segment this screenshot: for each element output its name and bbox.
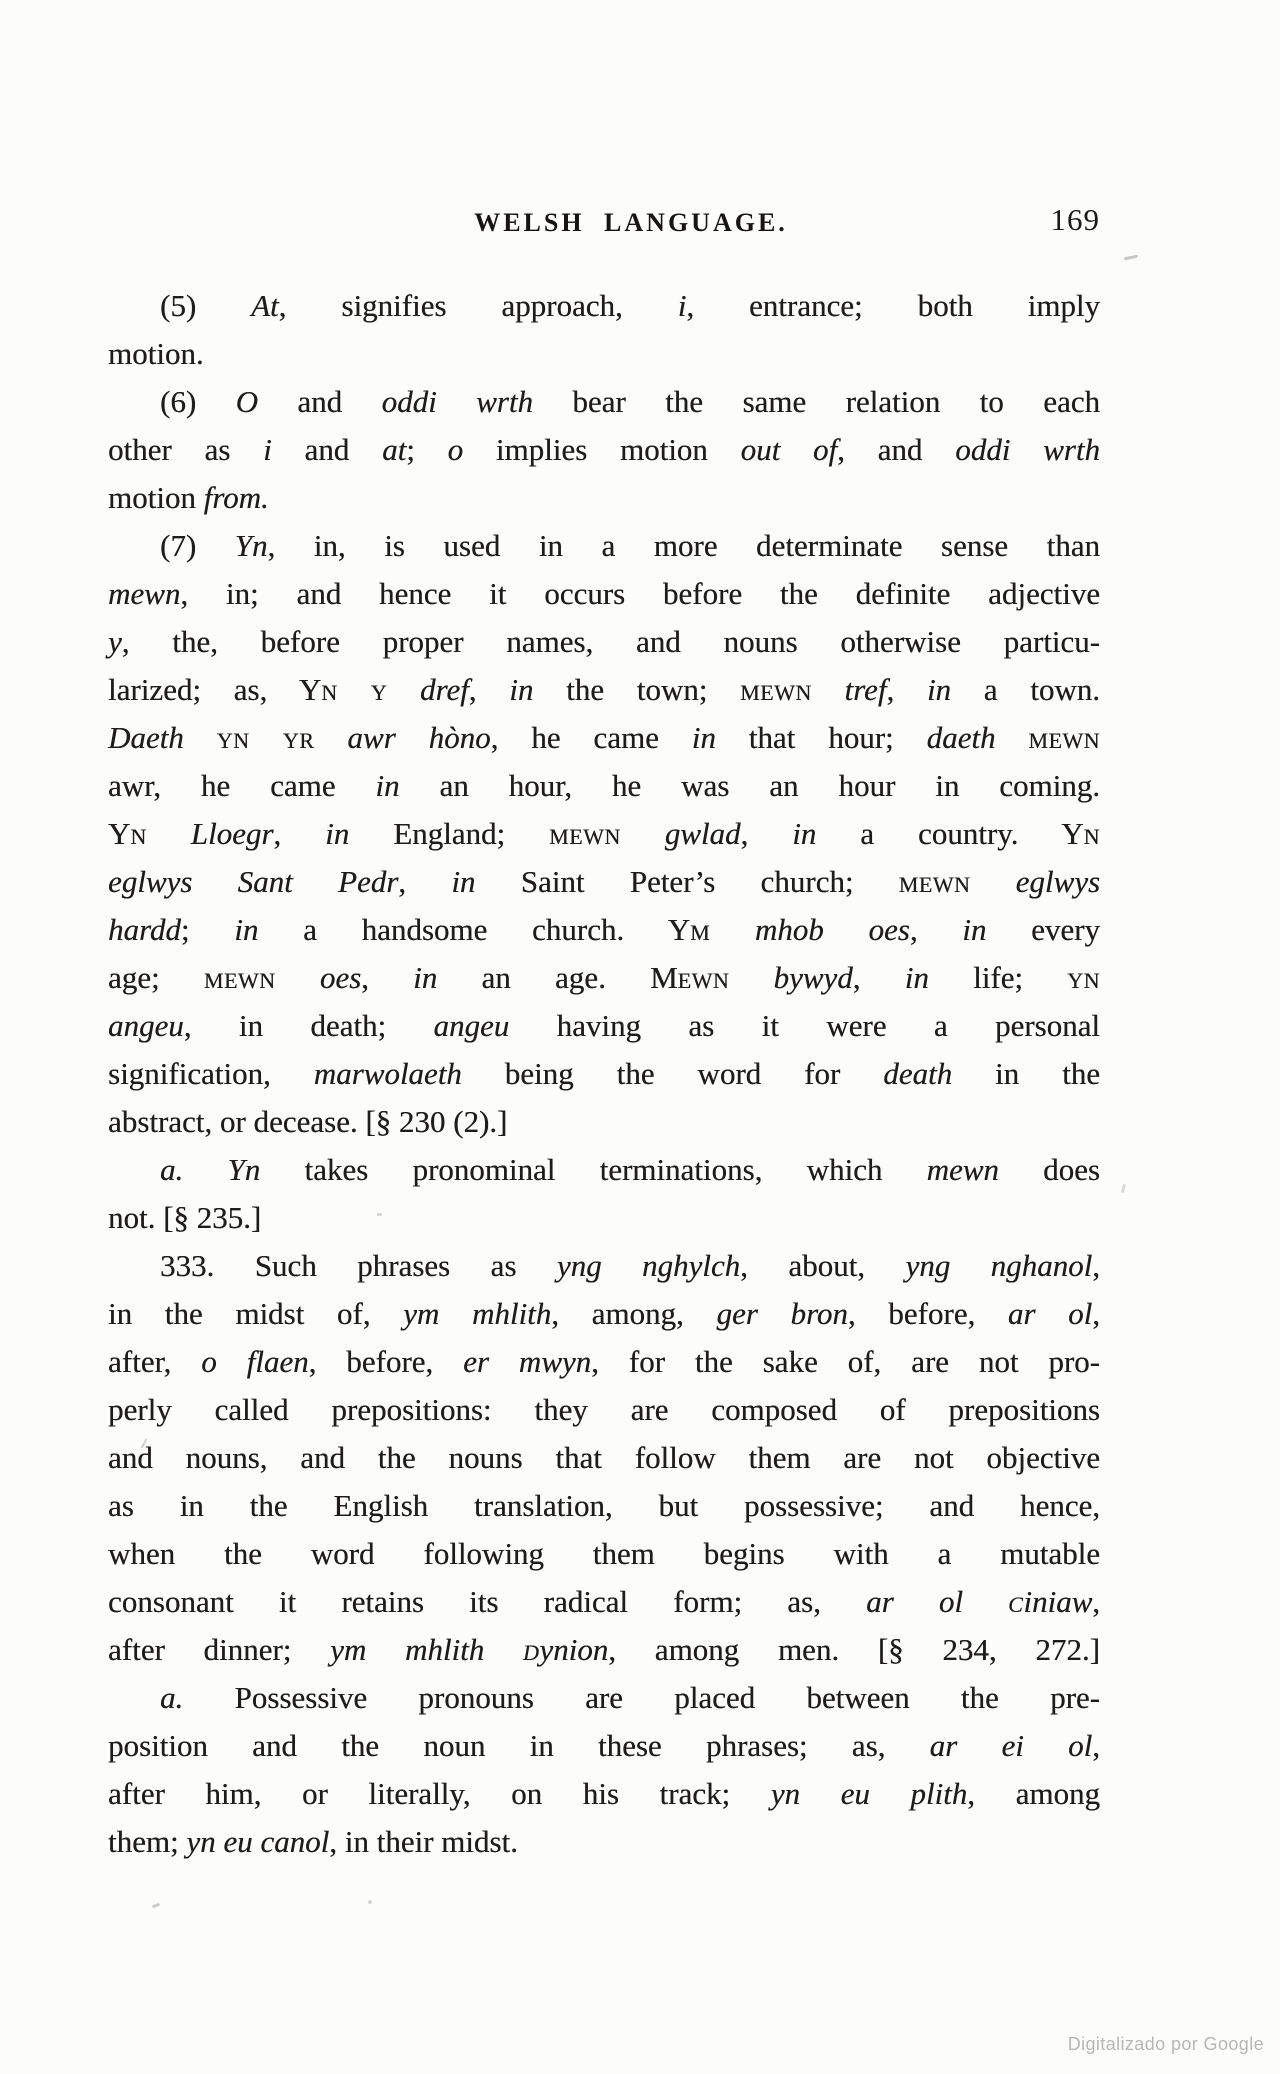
running-header (108, 202, 1100, 238)
text-line: after dinner; ym mhlith dynion, among men. [§ 234, 272.] (108, 1632, 1101, 1667)
text-line: in the midst of, ym mhlith, among, ger bron, before, ar ol, (108, 1296, 1100, 1331)
text-line: as in the English translation, but possessive; and hence, (108, 1488, 1100, 1523)
text-line: not. [§ 235.] (108, 1200, 262, 1235)
scan-speck (1124, 255, 1138, 261)
text-line: motion from. (108, 480, 269, 515)
text-line: hardd; in a handsome church. Ym mhob oes, in every (108, 912, 1100, 947)
text-line: Yn Lloegr, in England; mewn gwlad, in a country. Yn (108, 816, 1100, 851)
text-line: signification, marwolaeth being the word for death in the (108, 1056, 1100, 1091)
text-line: (5) At, signifies approach, i, entrance; both imply (160, 288, 1100, 323)
text-line: after, o flaen, before, er mwyn, for the sake of, are not pro- (108, 1344, 1100, 1379)
text-line: position and the noun in these phrases; as, ar ei ol, (108, 1728, 1100, 1763)
text-line: (7) Yn, in, is used in a more determinate sense than (160, 528, 1100, 563)
text-block (108, 282, 1100, 1866)
text-line: a. Possessive pronouns are placed between the pre- (160, 1680, 1100, 1715)
text-line: (6) O and oddi wrth bear the same relation to each (160, 384, 1100, 419)
scan-speck (368, 1900, 372, 1904)
text-line: and nouns, and the nouns that follow them are not objective (108, 1440, 1100, 1475)
text-line: when the word following them begins with a mutable (108, 1536, 1100, 1571)
text-line: age; mewn oes, in an age. Mewn bywyd, in life; yn (108, 960, 1101, 995)
text-line: other as i and at; o implies motion out of, and oddi wrth (108, 432, 1100, 467)
text-line: after him, or literally, on his track; yn eu plith, among (108, 1776, 1101, 1811)
text-line: abstract, or decease. [§ 230 (2).] (108, 1104, 508, 1139)
text-line: awr, he came in an hour, he was an hour in coming. (108, 768, 1100, 803)
text-line: consonant it retains its radical form; as, ar ol ciniaw, (108, 1584, 1100, 1619)
text-line: them; yn eu canol, in their midst. (108, 1824, 518, 1859)
text-line: Daeth yn yr awr hòno, he came in that hour; daeth mewn (108, 720, 1101, 755)
text-line: a. Yn takes pronominal terminations, which mewn does (160, 1152, 1100, 1187)
scan-speck (152, 1903, 161, 1909)
page-number: 169 (1050, 202, 1100, 237)
scan-speck (1121, 1184, 1126, 1193)
text-line: larized; as, Yn y dref, in the town; mewn tref, in a town. (108, 672, 1101, 707)
text-line: motion. (108, 336, 204, 371)
text-line: mewn, in; and hence it occurs before the definite adjective (108, 576, 1100, 611)
text-line: 333. Such phrases as yng nghylch, about, yng nghanol, (160, 1248, 1101, 1283)
scan-speck (377, 1213, 382, 1216)
text-line: eglwys Sant Pedr, in Saint Peter’s church; mewn eglwys (108, 864, 1101, 899)
text-line: angeu, in death; angeu having as it were a personal (108, 1008, 1100, 1043)
page-header-title: WELSH LANGUAGE. (474, 208, 788, 237)
digitized-by-credit: Digitalizado por Google (1067, 2034, 1264, 2054)
text-line: perly called prepositions: they are composed of prepositions (108, 1392, 1100, 1427)
text-line: y, the, before proper names, and nouns otherwise particu- (108, 624, 1100, 659)
